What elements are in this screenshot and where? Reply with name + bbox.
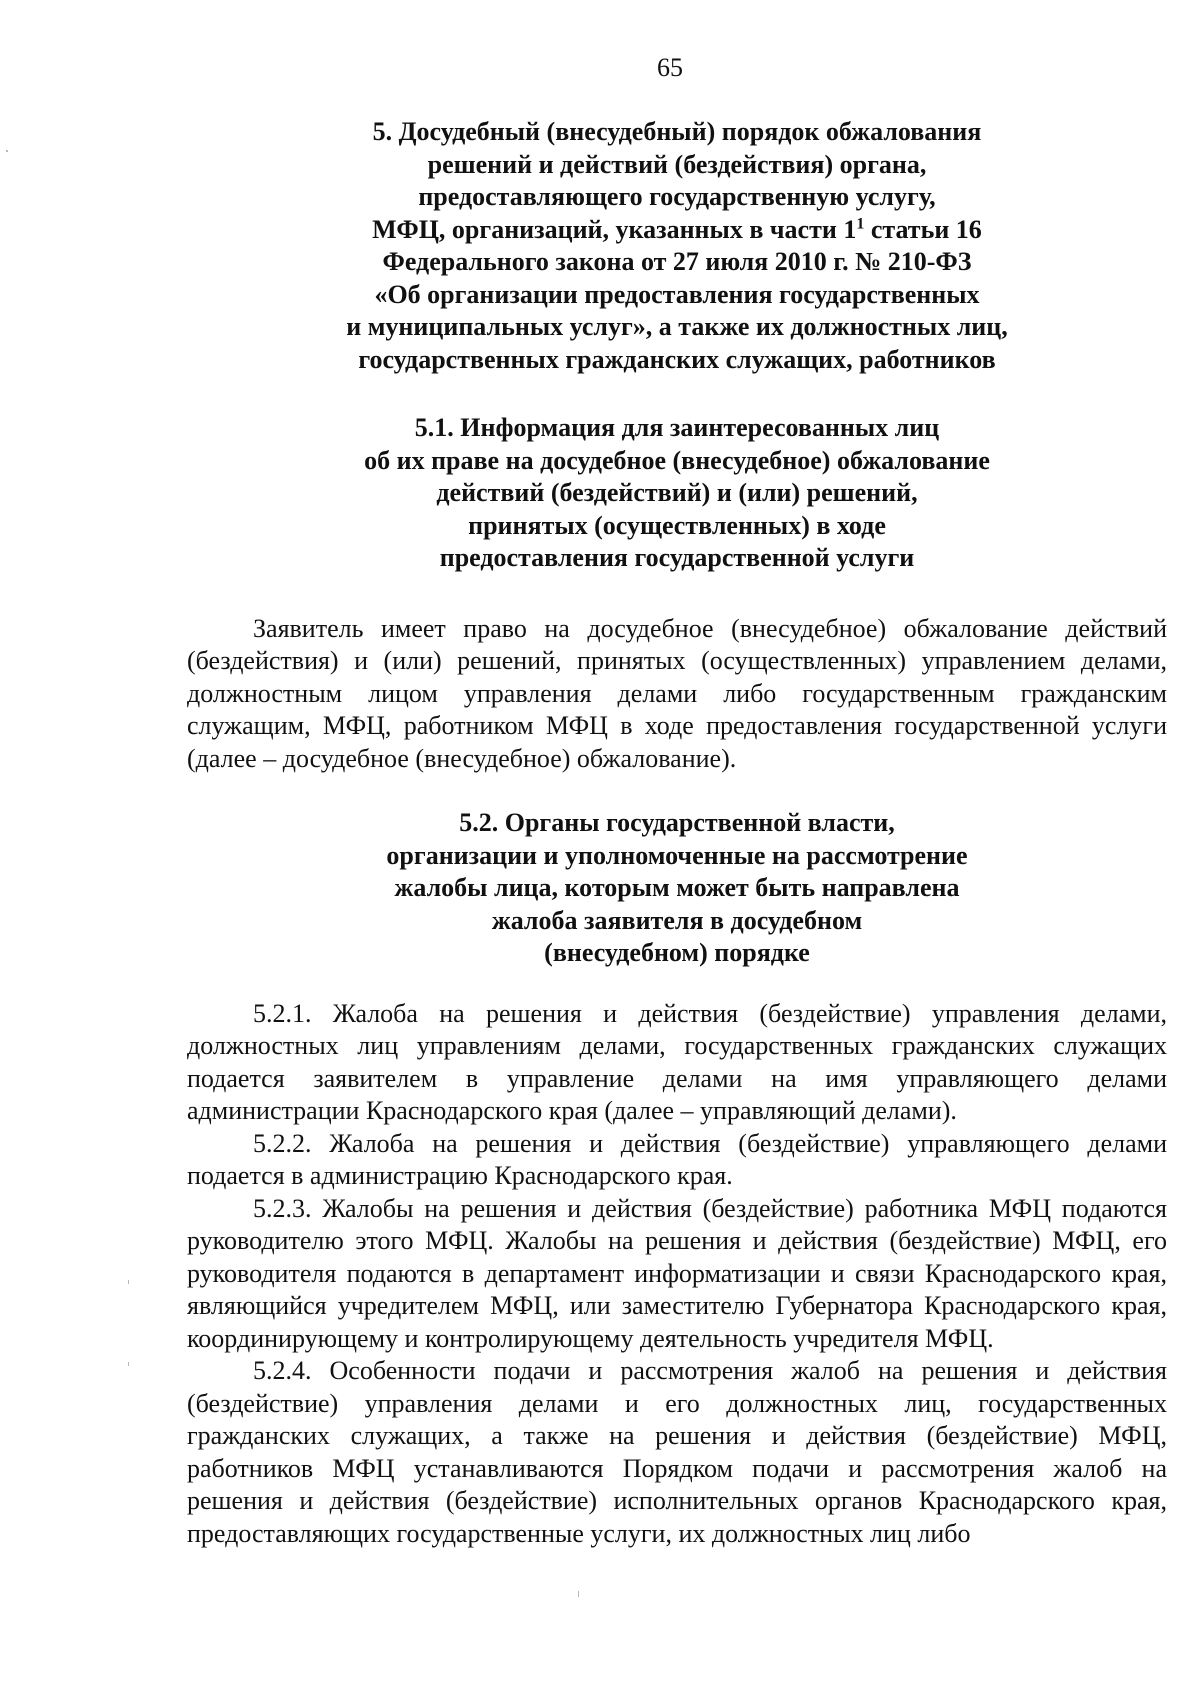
heading-line-part: МФЦ, организаций, указанных в части 1	[372, 214, 857, 244]
page-number: 65	[657, 53, 683, 82]
heading-line: жалобы лица, которым может быть направлена	[394, 873, 960, 902]
scan-speck	[128, 1362, 129, 1366]
heading-line: Федерального закона от 27 июля 2010 г. № 210-ФЗ	[382, 247, 972, 276]
superscript: 1	[856, 214, 865, 232]
section-5-1-heading	[187, 412, 1167, 575]
heading-line: и муниципальных услуг», а также их должностных лиц,	[346, 312, 1008, 341]
heading-line: предоставления государственной услуги	[439, 543, 915, 572]
paragraph-5-2-2: 5.2.2. Жалоба на решения и действия (бездействие) управляющего делами подается в администрацию Краснодарского края.	[187, 1128, 1167, 1190]
scan-speck	[128, 1280, 129, 1284]
section-5-2-heading	[187, 807, 1167, 970]
section-5-heading	[187, 116, 1167, 376]
heading-line	[187, 214, 1167, 247]
paragraph-5-2-4: 5.2.4. Особенности подачи и рассмотрения жалоб на решения и действия (бездействие) управления делами и его должностных лиц, государственных гражданских служащих, а также на решения и действия (бездействие) МФЦ, работников МФЦ устанавливаются Порядком подачи и рассмотрения жалоб на решения и действия (бездействие) исполнительных органов Краснодарского края, предоставляющих государственные услуги, их должностных лиц либо	[187, 1356, 1167, 1548]
heading-line: 5. Досудебный (внесудебный) порядок обжалования	[372, 117, 982, 146]
document-body	[187, 104, 1167, 1550]
heading-line: 5.1. Информация для заинтересованных лиц	[414, 413, 940, 442]
paragraph-5-2-3: 5.2.3. Жалобы на решения и действия (бездействие) работника МФЦ подаются руководителю этого МФЦ. Жалобы на решения и действия (бездействие) МФЦ, его руководителя подаются в департамент информатизации и связи Краснодарского края, являющийся учредителем МФЦ, или заместителю Губернатора Краснодарского края, координирующему и контролирующему деятельность учредителя МФЦ.	[187, 1193, 1167, 1353]
heading-line: 5.2. Органы государственной власти,	[459, 808, 895, 837]
scan-speck	[578, 1591, 579, 1597]
heading-line: об их праве на досудебное (внесудебное) обжалование	[364, 445, 990, 475]
heading-line: предоставляющего государственную услугу,	[418, 182, 936, 211]
heading-line: принятых (осуществленных) в ходе	[468, 510, 886, 540]
heading-line: действий (бездействий) и (или) решений,	[436, 478, 918, 507]
heading-line: организации и уполномоченные на рассмотрение	[386, 840, 968, 870]
section-5-1-paragraph: Заявитель имеет право на досудебное (внесудебное) обжалование действий (бездействия) и (или) решений, принятых (осуществленных) управлением делами, должностным лицом управления делами либо государственным гражданским служащим, МФЦ, работником МФЦ в ходе предоставления государственной услуги (далее – досудебное (внесудебное) обжалование).	[187, 613, 1167, 773]
heading-line-part: статьи 16	[864, 214, 982, 244]
heading-line: решений и действий (бездействия) органа,	[427, 149, 927, 179]
heading-line: жалоба заявителя в досудебном	[491, 905, 863, 935]
heading-line: государственных гражданских служащих, работников	[358, 344, 996, 374]
heading-line: «Об организации предоставления государственных	[374, 279, 980, 309]
heading-line: (внесудебном) порядке	[544, 938, 810, 967]
scan-speck	[6, 150, 8, 152]
paragraph-5-2-1: 5.2.1. Жалоба на решения и действия (бездействие) управления делами, должностных лиц управлениям делами, государственных гражданских служащих подается заявителем в управление делами на имя управляющего делами администрации Краснодарского края (далее – управляющий делами).	[187, 998, 1167, 1125]
